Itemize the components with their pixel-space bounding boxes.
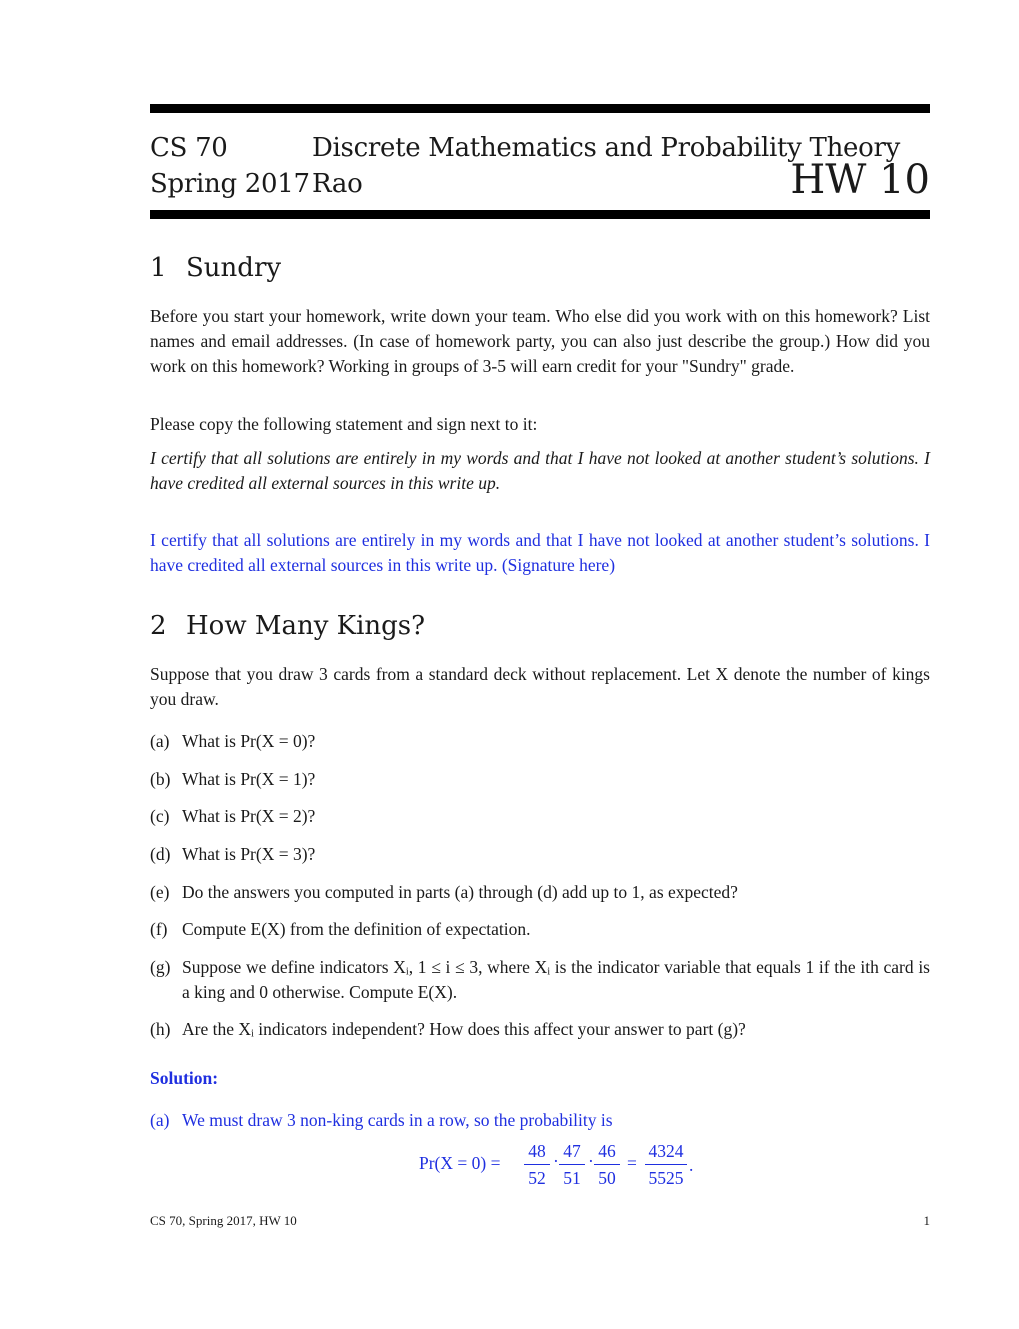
- section-1-heading: [150, 253, 281, 283]
- instructor: Rao: [312, 169, 363, 199]
- problem-intro: Suppose that you draw 3 cards from a standard deck without replacement. Let X denote the number of kings you draw.: [150, 664, 930, 709]
- section-number: 1: [150, 253, 167, 283]
- dot-1: ·: [553, 1151, 559, 1171]
- question-e: (e) Do the answers you computed in parts (a) through (d) add up to 1, as expected?: [150, 882, 738, 902]
- question-h: (h) Are the Xᵢ indicators independent? How does this affect your answer to part (g)?: [150, 1019, 746, 1039]
- question-b: (b) What is Pr(X = 1)?: [150, 769, 316, 789]
- numerator-3: 46: [598, 1141, 616, 1161]
- homework-number: HW 10: [790, 157, 930, 203]
- dot-2: ·: [588, 1151, 594, 1171]
- fraction-bar-result: [645, 1164, 687, 1165]
- numerator-1: 48: [528, 1141, 546, 1161]
- sundry-paragraph: Before you start your homework, write down your team. Who else did you work with on this homework? List names and email addresses. (In case of homework party, you can also just describe the group.) How did you work on this homework? Working in groups of 3-5 will earn credit for your "Sundry" grade.: [150, 306, 930, 376]
- signed-certification: I certify that all solutions are entirely in my words and that I have not looked at another student’s solutions. I have credited all external sources in this write up. (Signature here): [150, 530, 930, 575]
- result-numerator: 4324: [648, 1141, 684, 1161]
- denominator-3: 50: [598, 1168, 616, 1188]
- solution-a: (a) We must draw 3 non-king cards in a row, so the probability is: [150, 1110, 613, 1130]
- question-a: (a) What is Pr(X = 0)?: [150, 731, 316, 751]
- numerator-2: 47: [563, 1141, 581, 1161]
- period: .: [689, 1155, 694, 1175]
- footer-left: CS 70, Spring 2017, HW 10: [150, 1213, 297, 1228]
- certification-statement: I certify that all solutions are entirely in my words and that I have not looked at another student’s solutions. I have credited all external sources in this write up.: [150, 448, 930, 493]
- question-c: (c) What is Pr(X = 2)?: [150, 806, 316, 826]
- term: Spring 2017: [150, 169, 310, 199]
- course-code: CS 70: [150, 133, 228, 163]
- fraction-bar-2: [559, 1164, 585, 1165]
- course-title: Discrete Mathematics and Probability Theory: [312, 133, 900, 163]
- equals-sign: =: [627, 1153, 637, 1173]
- section-title: How Many Kings?: [186, 611, 426, 641]
- bottom-rule: [150, 210, 930, 219]
- question-f: (f) Compute E(X) from the definition of expectation.: [150, 919, 531, 939]
- result-denominator: 5525: [648, 1168, 684, 1188]
- page-number: 1: [923, 1213, 930, 1228]
- fraction-bar-1: [524, 1164, 550, 1165]
- section-title: Sundry: [186, 253, 282, 283]
- question-d: (d) What is Pr(X = 3)?: [150, 844, 316, 864]
- copy-instruction: Please copy the following statement and sign next to it:: [150, 414, 538, 434]
- solution-label: Solution:: [150, 1068, 219, 1088]
- equation-lhs: Pr(X = 0) =: [419, 1153, 501, 1173]
- question-g: (g) Suppose we define indicators Xᵢ, 1 ≤ i ≤ 3, where Xᵢ is the indicator variable that equals 1 if the ith card is a king and 0 otherwise. Compute E(X).: [150, 957, 930, 1002]
- denominator-1: 52: [528, 1168, 546, 1188]
- section-number: 2: [150, 611, 167, 641]
- fraction-bar-3: [594, 1164, 620, 1165]
- denominator-2: 51: [563, 1168, 581, 1188]
- section-2-heading: [150, 611, 425, 641]
- top-rule: [150, 104, 930, 113]
